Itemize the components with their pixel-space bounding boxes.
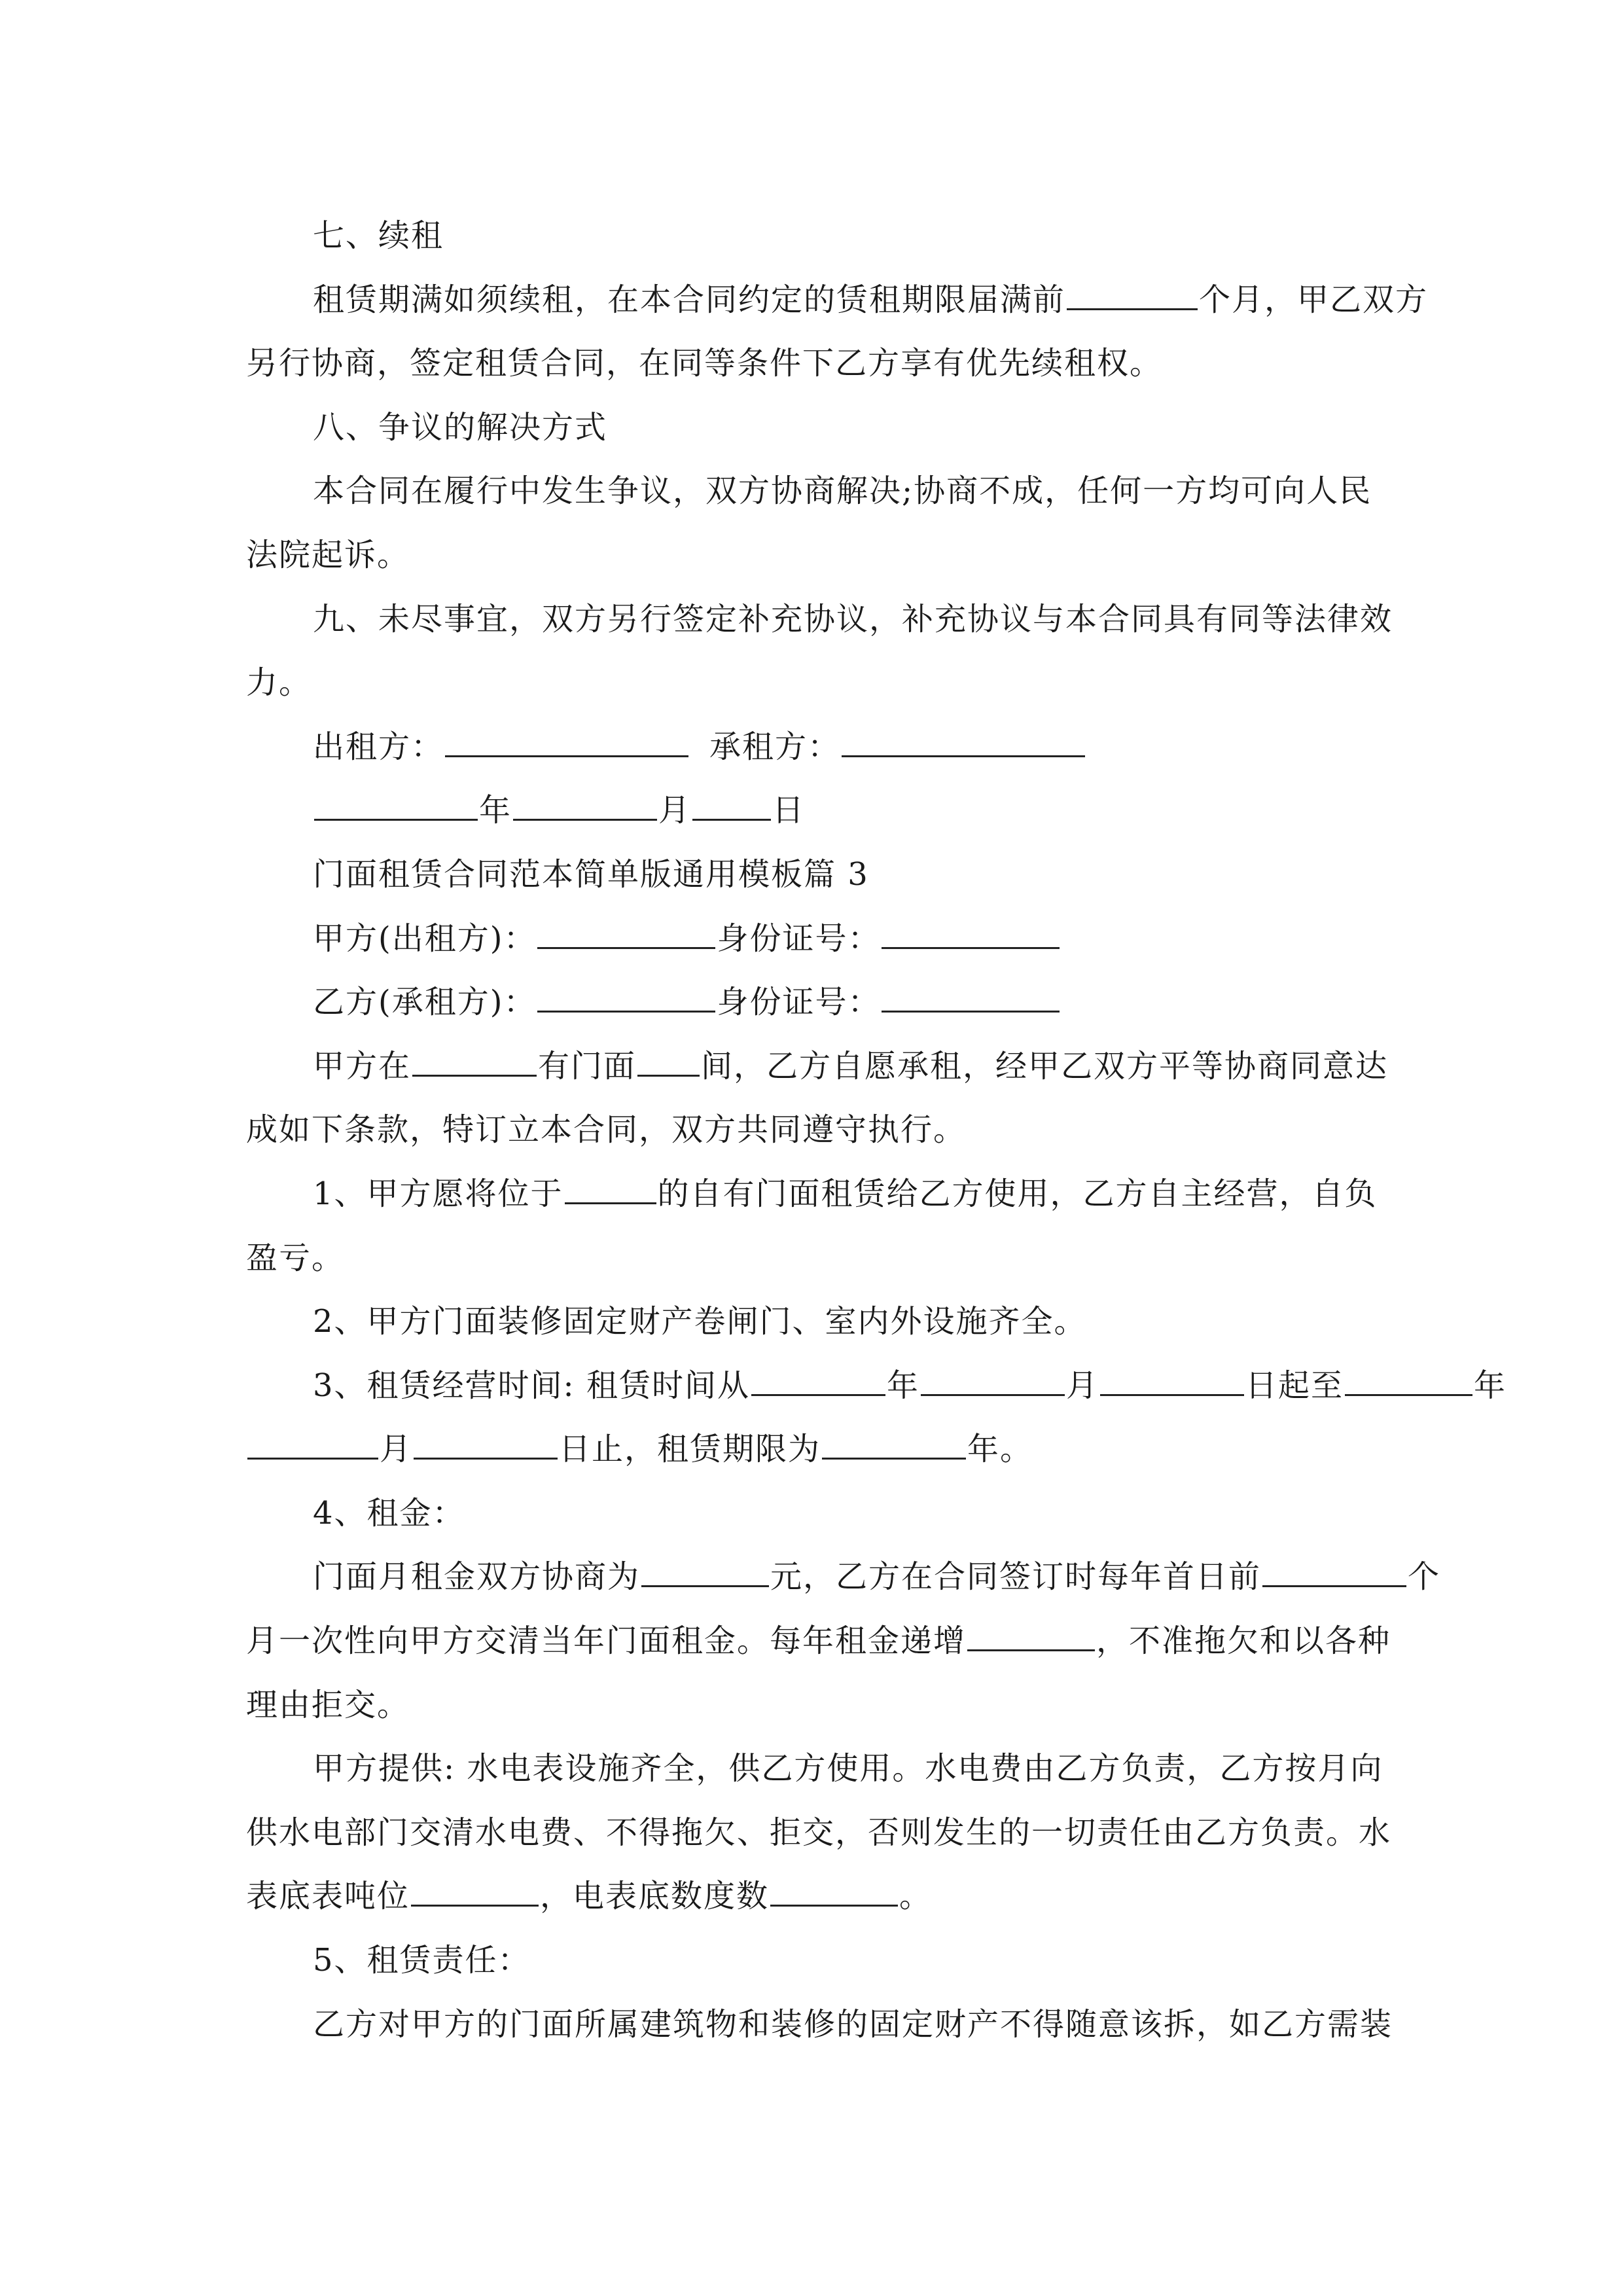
paragraph-line: 力。 [246,664,312,702]
paragraph-line: 甲方提供: 水电表设施齐全，供乙方使用。水电费由乙方负责，乙方按月向 [313,1750,1383,1787]
party-b-line: 乙方(承租方)： 身份证号： [246,971,1377,1035]
year-blank [314,785,478,821]
blank-field [1345,1360,1472,1396]
lessee-signature-blank [842,721,1085,757]
paragraph-line: 成如下条款，特订立本合同，双方共同遵守执行。 [246,1111,967,1149]
blank-field [565,1168,656,1204]
blank-field [882,913,1060,949]
paragraph-line: 门面月租金双方协商为 元，乙方在合同签订时每年首日前 个 [246,1545,1377,1609]
paragraph-line: 理由拒交。 [246,1686,410,1723]
section-heading-renewal: 七、续租 [313,217,444,254]
blank-field [537,977,715,1013]
date-line: 年 月 日 [246,779,1377,843]
blank-field [1067,274,1198,310]
paragraph-line: 本合同在履行中发生争议，双方协商解决;协商不成，任何一方均可向人民 [313,473,1372,510]
month-blank [513,785,657,821]
party-a-line: 甲方(出租方)： 身份证号： [246,907,1377,971]
paragraph-line: 月 日止，租赁期限为 年。 [246,1418,1377,1482]
blank-field [641,1551,769,1587]
paragraph-line: 法院起诉。 [246,536,410,573]
paragraph-line: 2、甲方门面装修固定财产卷闸门、室内外设施齐全。 [313,1303,1087,1340]
blank-field [637,1041,700,1077]
blank-field [1100,1360,1244,1396]
blank-field [882,977,1060,1013]
blank-field [412,1041,537,1077]
section-heading-responsibility: 5、租赁责任： [313,1942,531,1979]
blank-field [751,1360,885,1396]
paragraph-line: 1、甲方愿将位于 的自有门面租赁给乙方使用，乙方自主经营，自负 [246,1162,1377,1227]
blank-field [1262,1551,1406,1587]
day-blank [692,785,771,821]
blank-field [247,1424,378,1460]
blank-field [411,1871,539,1907]
blank-field [770,1871,898,1907]
blank-field [414,1424,558,1460]
paragraph-line: 乙方对甲方的门面所属建筑物和装修的固定财产不得随意该拆，如乙方需装 [313,2005,1393,2043]
section-heading-dispute: 八、争议的解决方式 [313,408,608,446]
paragraph-line: 甲方在 有门面 间，乙方自愿承租，经甲乙双方平等协商同意达 [246,1035,1377,1099]
blank-field [822,1424,966,1460]
section-heading-rent: 4、租金： [313,1494,465,1532]
paragraph-line: 供水电部门交清水电费、不得拖欠、拒交，否则发生的一切责任由乙方负责。水 [246,1814,1392,1851]
paragraph-line: 3、租赁经营时间: 租赁时间从 年 月 日起至 年 [246,1354,1377,1418]
blank-field [967,1615,1095,1651]
lessor-signature-blank [445,721,688,757]
document-section-title: 门面租赁合同范本简单版通用模板篇 3 [313,855,869,893]
paragraph-line: 另行协商，签定租赁合同，在同等条件下乙方享有优先续租权。 [246,345,1163,382]
blank-field [537,913,715,949]
document-body [246,204,1507,2056]
paragraph-line: 盈亏。 [246,1239,345,1276]
paragraph-line: 九、未尽事宜，双方另行签定补充协议，补充协议与本合同具有同等法律效 [313,600,1393,637]
paragraph-line: 表底表吨位 ，电表底数度数 。 [246,1865,1377,1929]
blank-field [921,1360,1065,1396]
paragraph-line: 月一次性向甲方交清当年门面租金。每年租金递增 ，不准拖欠和以各种 [246,1609,1377,1674]
signature-line: 出租方： 承租方： [246,715,1377,780]
paragraph-line: 租赁期满如须续租，在本合同约定的赁租期限届满前 个月，甲乙双方 [246,268,1377,332]
